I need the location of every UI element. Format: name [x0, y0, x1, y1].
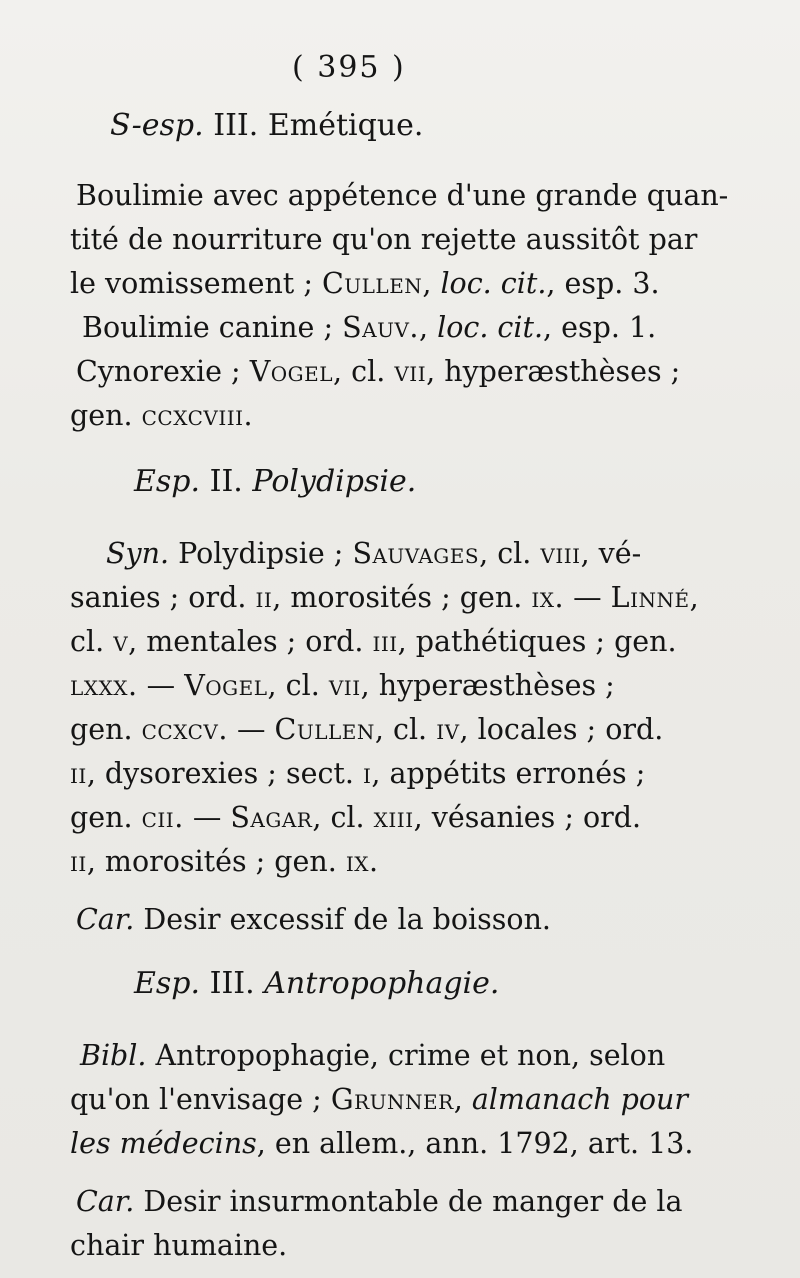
p2-line-6: ii, dysorexies ; sect. i, appétits erronés ; — [70, 757, 646, 790]
subsection-title: III. Emétique. — [213, 108, 424, 143]
section-3-title: Antropophagie. — [264, 966, 500, 1001]
p1-line-6: gen. ccxcviii. — [70, 399, 254, 432]
section-2-label: Esp. — [134, 464, 201, 499]
section-2-heading — [134, 460, 416, 504]
p1-line-2: tité de nourriture qu'on rejette aussitôt par — [70, 223, 698, 256]
characteristic-2-label: Car. — [76, 903, 135, 936]
section-3-heading — [134, 962, 499, 1006]
p1-line-1: Boulimie avec appétence d'une grande quan- — [76, 179, 729, 212]
characteristic-2-text: Desir excessif de la boisson. — [143, 903, 551, 936]
section-2-number: II. — [209, 464, 243, 499]
section-2-title: Polydipsie. — [252, 464, 417, 499]
characteristic-3-line-2: chair humaine. — [70, 1229, 288, 1262]
subsection-label: S-esp. — [110, 108, 204, 143]
section-3-label: Esp. — [134, 966, 201, 1001]
p1-line-5: Cynorexie ; Vogel, cl. vii, hyperæsthèses ; — [76, 355, 681, 388]
p3-line-2: qu'on l'envisage ; Grunner, almanach pour — [70, 1083, 689, 1116]
characteristic-3-line-1: Car. Desir insurmontable de manger de la — [76, 1185, 683, 1218]
p3-line-1: Bibl. Antropophagie, crime et non, selon — [80, 1039, 666, 1072]
page-number: ( 395 ) — [292, 50, 406, 85]
subsection-heading — [110, 104, 423, 148]
p2-line-2: sanies ; ord. ii, morosités ; gen. ix. — Linné, — [70, 581, 699, 614]
p3-line-3: les médecins, en allem., ann. 1792, art. 13. — [70, 1127, 694, 1160]
p2-line-4: lxxx. — Vogel, cl. vii, hyperæsthèses ; — [70, 669, 615, 702]
characteristic-2 — [76, 898, 551, 942]
p2-line-7: gen. cii. — Sagar, cl. xiii, vésanies ; ord. — [70, 801, 642, 834]
p1-line-3: le vomissement ; Cullen, loc. cit., esp. 3. — [70, 267, 660, 300]
p2-line-1: Syn. Polydipsie ; Sauvages, cl. viii, vé- — [106, 537, 642, 570]
p2-line-3: cl. v, mentales ; ord. iii, pathétiques ; gen. — [70, 625, 677, 658]
section-3-number: III. — [209, 966, 255, 1001]
p2-line-8: ii, morosités ; gen. ix. — [70, 845, 379, 878]
p2-line-5: gen. ccxcv. — Cullen, cl. iv, locales ; ord. — [70, 713, 664, 746]
characteristic-3-label: Car. — [76, 1185, 135, 1218]
p1-line-4: Boulimie canine ; Sauv., loc. cit., esp. 1. — [82, 311, 657, 344]
